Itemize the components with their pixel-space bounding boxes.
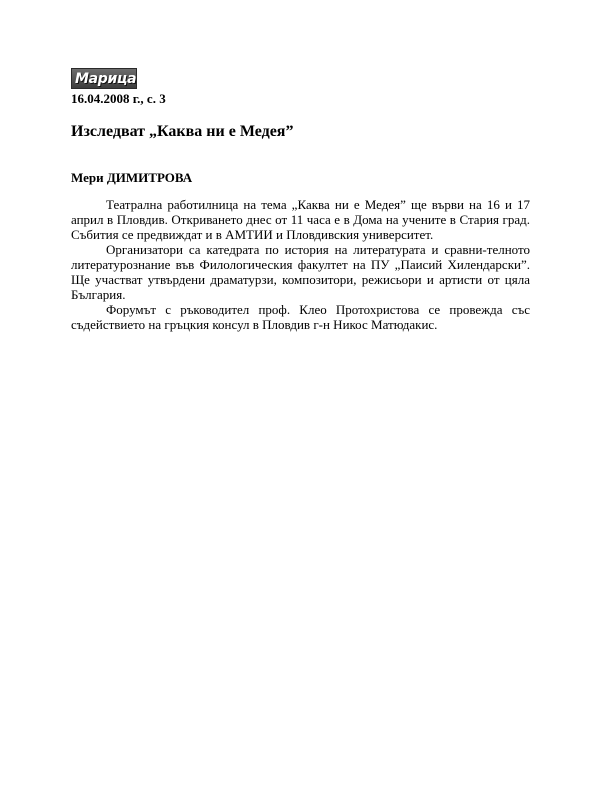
newspaper-logo — [71, 68, 137, 89]
newspaper-logo-text: Марица — [75, 71, 137, 87]
article-body — [71, 197, 530, 332]
article-author: Мери ДИМИТРОВА — [71, 170, 193, 185]
article-title: Изследват „Каква ни е Медея” — [71, 123, 294, 140]
article-paragraph-3: Форумът с ръководител проф. Клео Протохристова се провежда със съдействието на гръцкия консул в Пловдив г-н Никос Матюдакис. — [71, 302, 530, 332]
publication-dateline: 16.04.2008 г., с. 3 — [71, 91, 166, 106]
article-paragraph-2: Организатори са катедрата по история на литературата и сравни-телното литературознание във Филологическия факултет на ПУ „Паисий Хилендарски”. Ще участват утвърдени драматурзи, композитори, режисьори и артисти от цяла България. — [71, 242, 530, 302]
article-paragraph-1: Театрална работилница на тема „Каква ни е Медея” ще върви на 16 и 17 април в Пловдив. Откриването днес от 11 часа е в Дома на учените в Стария град. Събития се предвиждат и в АМТИИ и Пловдивския университет. — [71, 197, 530, 242]
